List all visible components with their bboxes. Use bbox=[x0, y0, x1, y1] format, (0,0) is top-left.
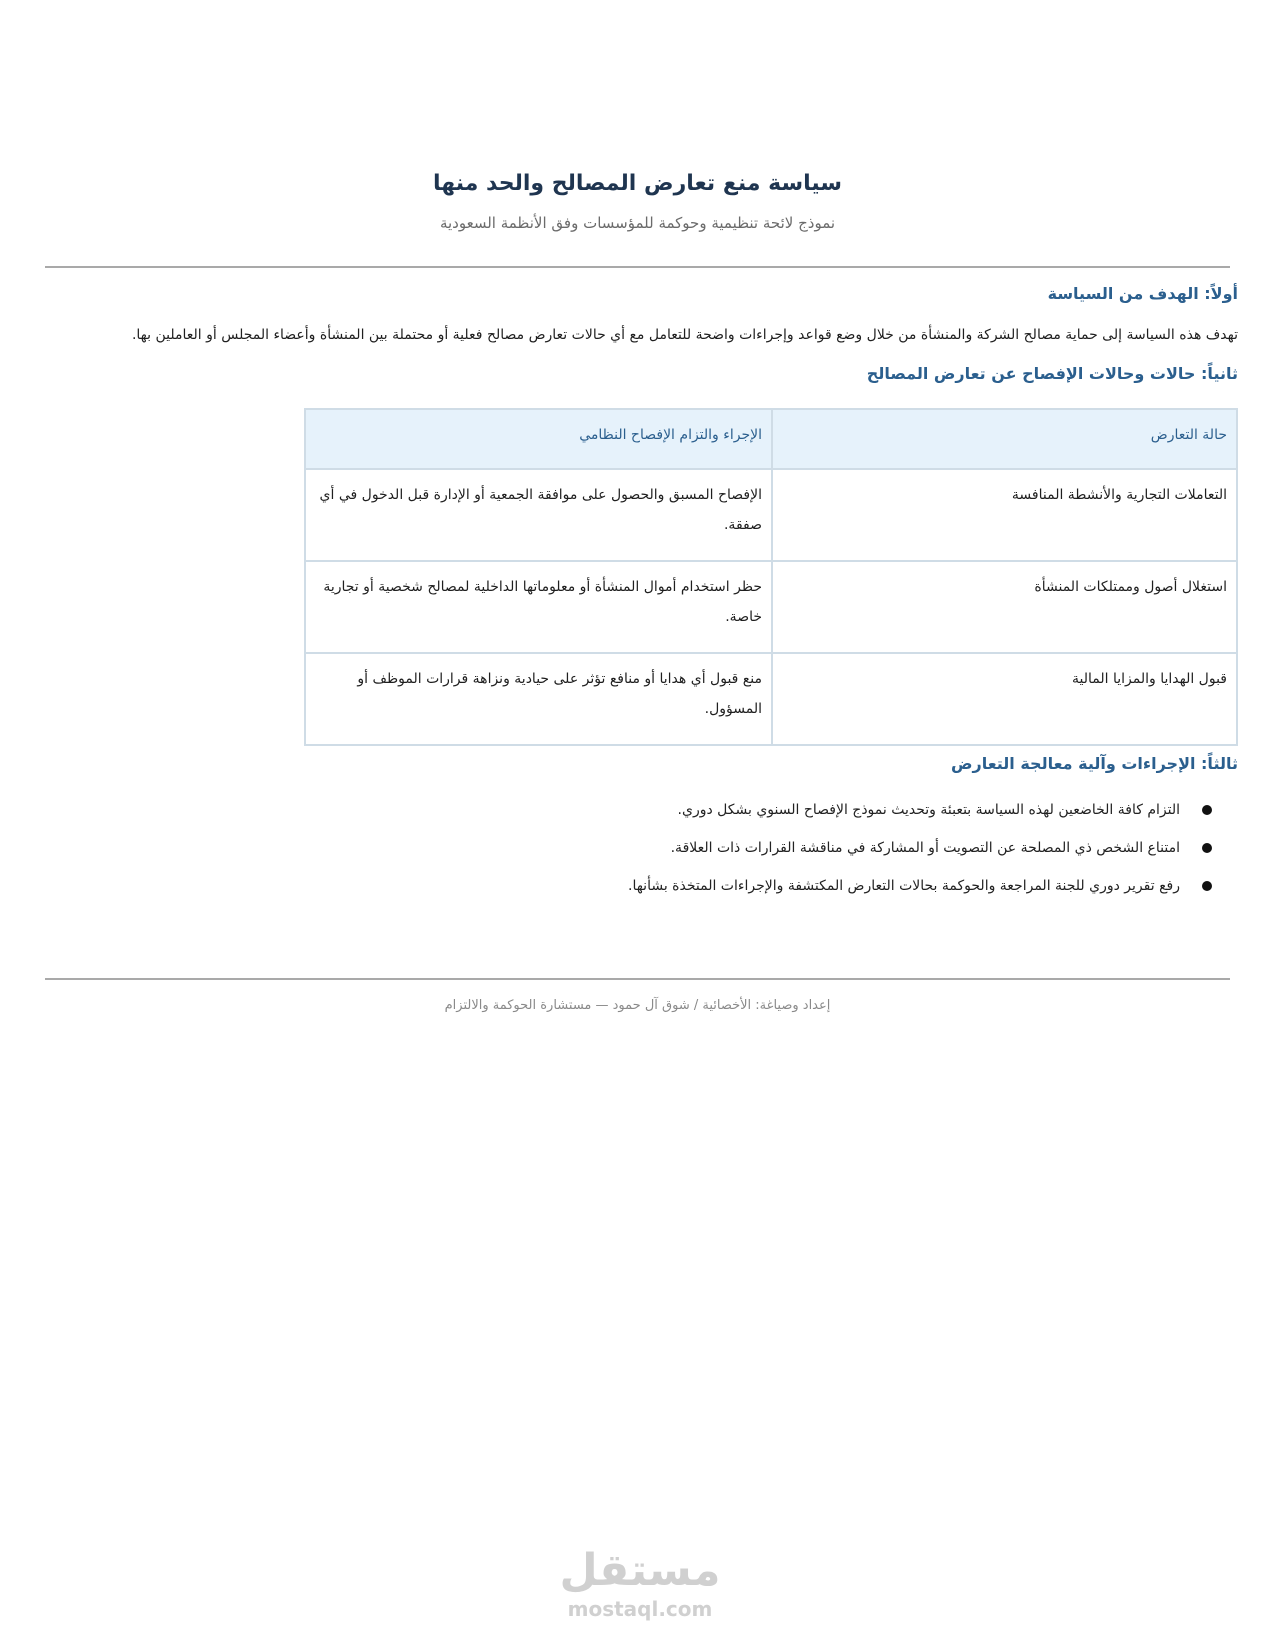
list-item-text: رفع تقرير دوري للجنة المراجعة والحوكمة بحالات التعارض المكتشفة والإجراءات المتخذة بشأنها. bbox=[628, 878, 1180, 894]
table-row bbox=[305, 653, 1237, 745]
footer-credit: إعداد وصياغة: الأخصائية / شوق آل حمود — مستشارة الحوكمة والالتزام bbox=[444, 998, 831, 1013]
procedures-heading: ثالثاً: الإجراءات وآلية معالجة التعارض bbox=[950, 754, 1238, 773]
table-cell-case: التعاملات التجارية والأنشطة المنافسة bbox=[772, 469, 1237, 561]
procedures-list bbox=[75, 796, 1238, 900]
page-title: سياسة منع تعارض المصالح والحد منها bbox=[432, 171, 842, 196]
watermark-arabic: مستقل bbox=[559, 1545, 721, 1596]
objective-heading: أولاً: الهدف من السياسة bbox=[1047, 284, 1238, 303]
footer-divider bbox=[45, 978, 1230, 980]
document-body bbox=[75, 280, 1238, 910]
conflict-cases-table bbox=[304, 408, 1238, 746]
bullet-icon bbox=[1202, 843, 1212, 853]
table-row bbox=[305, 469, 1237, 561]
table-cell-case: قبول الهدايا والمزايا المالية bbox=[772, 653, 1237, 745]
table-row bbox=[305, 561, 1237, 653]
table-header-cell: الإجراء والتزام الإفصاح النظامي bbox=[305, 409, 772, 469]
table-header-row bbox=[305, 409, 1237, 469]
list-item bbox=[75, 872, 1212, 900]
cases-heading: ثانياً: حالات وحالات الإفصاح عن تعارض المصالح bbox=[866, 364, 1238, 383]
table-header-cell: حالة التعارض bbox=[772, 409, 1237, 469]
watermark-logo bbox=[520, 1545, 760, 1621]
list-item bbox=[75, 834, 1212, 862]
watermark-url: mostaql.com bbox=[567, 1597, 713, 1621]
header-divider bbox=[45, 266, 1230, 268]
page-subtitle: نموذج لائحة تنظيمية وحوكمة للمؤسسات وفق الأنظمة السعودية bbox=[439, 214, 836, 232]
bullet-icon bbox=[1202, 881, 1212, 891]
table-cell-procedure: الإفصاح المسبق والحصول على موافقة الجمعية أو الإدارة قبل الدخول في أي صفقة. bbox=[305, 469, 772, 561]
table-cell-procedure: حظر استخدام أموال المنشأة أو معلوماتها الداخلية لمصالح شخصية أو تجارية خاصة. bbox=[305, 561, 772, 653]
document-header bbox=[45, 168, 1230, 234]
list-item bbox=[75, 796, 1212, 824]
list-item-text: التزام كافة الخاضعين لهذه السياسة بتعبئة وتحديث نموذج الإفصاح السنوي بشكل دوري. bbox=[677, 802, 1180, 818]
list-item-text: امتناع الشخص ذي المصلحة عن التصويت أو المشاركة في مناقشة القرارات ذات العلاقة. bbox=[670, 840, 1180, 856]
bullet-icon bbox=[1202, 805, 1212, 815]
table-cell-procedure: منع قبول أي هدايا أو منافع تؤثر على حيادية ونزاهة قرارات الموظف أو المسؤول. bbox=[305, 653, 772, 745]
objective-paragraph: تهدف هذه السياسة إلى حماية مصالح الشركة والمنشأة من خلال وضع قواعد وإجراءات واضحة للتعامل مع أي حالات تعارض مصالح فعلية أو محتملة بين المنشأة وأعضاء المجلس أو العاملين بها. bbox=[131, 327, 1238, 343]
table-cell-case: استغلال أصول وممتلكات المنشأة bbox=[772, 561, 1237, 653]
